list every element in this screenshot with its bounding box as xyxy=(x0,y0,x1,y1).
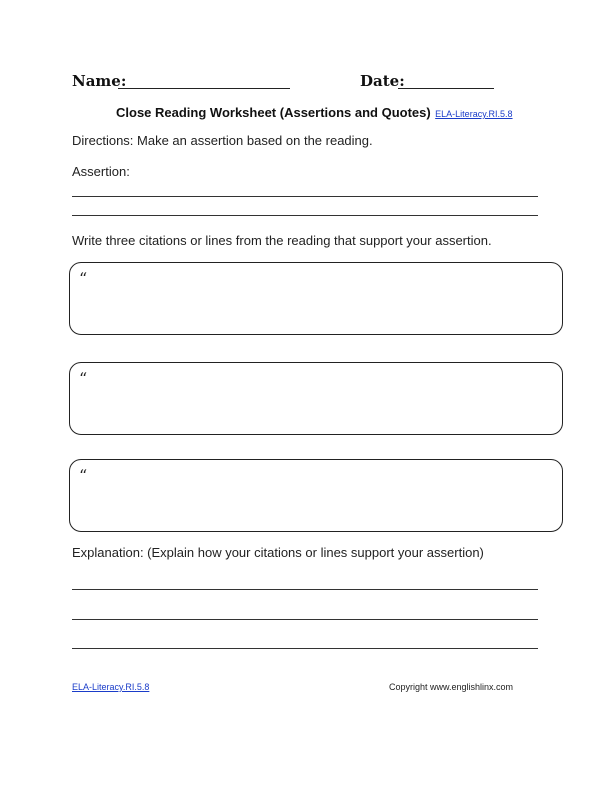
assertion-label: Assertion: xyxy=(72,164,130,179)
assertion-line-2[interactable] xyxy=(72,215,538,216)
standard-link-footer[interactable]: ELA-Literacy.RI.5.8 xyxy=(72,682,150,692)
open-quote-mark: “ xyxy=(79,466,88,485)
assertion-line-1[interactable] xyxy=(72,196,538,197)
worksheet-title: Close Reading Worksheet (Assertions and Quotes) xyxy=(116,105,431,120)
open-quote-mark: “ xyxy=(79,369,88,388)
citations-prompt: Write three citations or lines from the reading that support your assertion. xyxy=(72,233,492,248)
open-quote-mark: “ xyxy=(79,269,88,288)
directions-text: Directions: Make an assertion based on the reading. xyxy=(72,133,373,148)
citation-box-2[interactable] xyxy=(69,362,563,435)
copyright-text: Copyright www.englishlinx.com xyxy=(389,682,514,692)
explanation-line-2[interactable] xyxy=(72,619,538,620)
worksheet-title-row xyxy=(116,104,513,122)
citation-box-1[interactable] xyxy=(69,262,563,335)
explanation-label: Explanation: (Explain how your citations or lines support your assertion) xyxy=(72,545,484,560)
date-label: Date: xyxy=(360,72,405,90)
name-label: Name: xyxy=(72,72,127,90)
standard-link-top[interactable]: ELA-Literacy.RI.5.8 xyxy=(435,109,513,119)
explanation-line-3[interactable] xyxy=(72,648,538,649)
date-field-line[interactable] xyxy=(398,88,494,89)
citation-box-3[interactable] xyxy=(69,459,563,532)
name-field-line[interactable] xyxy=(118,88,290,89)
explanation-line-1[interactable] xyxy=(72,589,538,590)
